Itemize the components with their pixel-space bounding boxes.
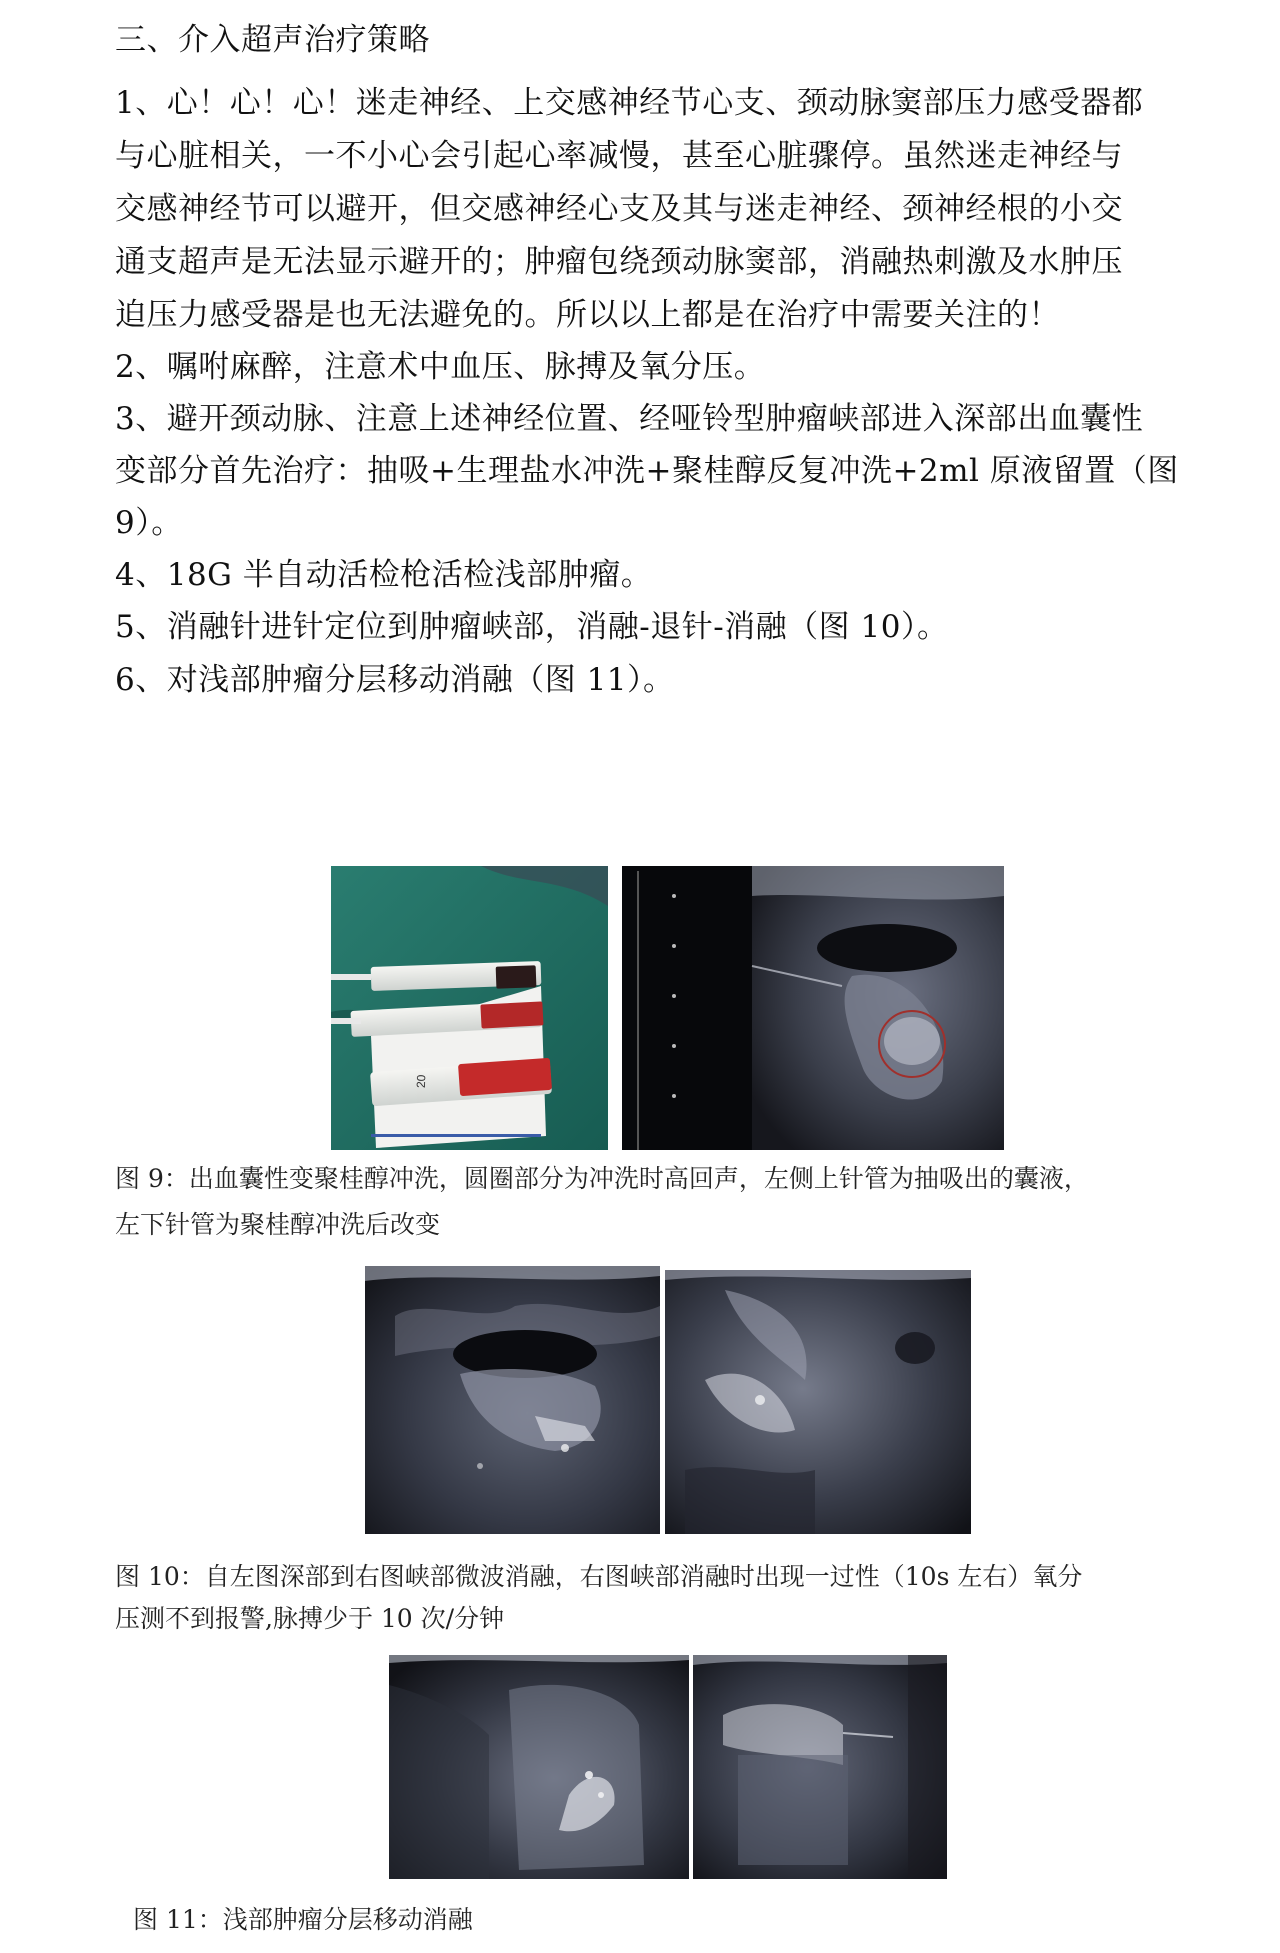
fig11-ultrasound-left <box>389 1655 689 1879</box>
step-line-1: 1、心！心！心！迷走神经、上交感神经节心支、颈动脉窦部压力感受器都 <box>115 85 1144 121</box>
step-line-3: 交感神经节可以避开，但交感神经心支及其与迷走神经、颈神经根的小交 <box>115 191 1123 227</box>
step-line-8: 变部分首先治疗：抽吸+生理盐水冲洗+聚桂醇反复冲洗+2ml 原液留置（图 <box>115 453 1179 489</box>
step-line-2: 与心脏相关，一不小心会引起心率减慢，甚至心脏骤停。虽然迷走神经与 <box>115 138 1123 174</box>
fig11-caption: 图 11：浅部肿瘤分层移动消融 <box>133 1905 473 1934</box>
step-line-5: 迫压力感受器是也无法避免的。所以以上都是在治疗中需要关注的！ <box>115 297 1060 333</box>
fig10-ultrasound-left <box>365 1266 660 1534</box>
step-line-10: 4、18G 半自动活检枪活检浅部肿瘤。 <box>115 557 653 593</box>
step-line-6: 2、嘱咐麻醉，注意术中血压、脉搏及氧分压。 <box>115 349 766 385</box>
fig10-caption-line-1: 图 10：自左图深部到右图峡部微波消融，右图峡部消融时出现一过性（10s 左右）氧分 <box>115 1562 1083 1591</box>
fig9-syringe-photo <box>331 866 608 1150</box>
fig9-ultrasound-image <box>622 866 1004 1150</box>
fig10-ultrasound-right <box>665 1270 971 1534</box>
step-line-4: 通支超声是无法显示避开的；肿瘤包绕颈动脉窦部，消融热刺激及水肿压 <box>115 244 1123 280</box>
section-heading: 三、介入超声治疗策略 <box>115 22 430 58</box>
fig10-caption-line-2: 压测不到报警,脉搏少于 10 次/分钟 <box>115 1604 505 1633</box>
step-line-11: 5、消融针进针定位到肿瘤峡部，消融-退针-消融（图 10）。 <box>115 609 949 645</box>
fig9-caption-line-2: 左下针管为聚桂醇冲洗后改变 <box>115 1210 441 1239</box>
fig9-caption-line-1: 图 9：出血囊性变聚桂醇冲洗，圆圈部分为冲洗时高回声，左侧上针管为抽吸出的囊液， <box>115 1164 1089 1193</box>
step-line-7: 3、避开颈动脉、注意上述神经位置、经哑铃型肿瘤峡部进入深部出血囊性 <box>115 401 1144 437</box>
step-line-12: 6、对浅部肿瘤分层移动消融（图 11）。 <box>115 662 675 698</box>
syringe-label: 20 <box>413 1074 429 1089</box>
fig11-ultrasound-right <box>693 1655 947 1879</box>
step-line-9: 9）。 <box>115 505 183 541</box>
